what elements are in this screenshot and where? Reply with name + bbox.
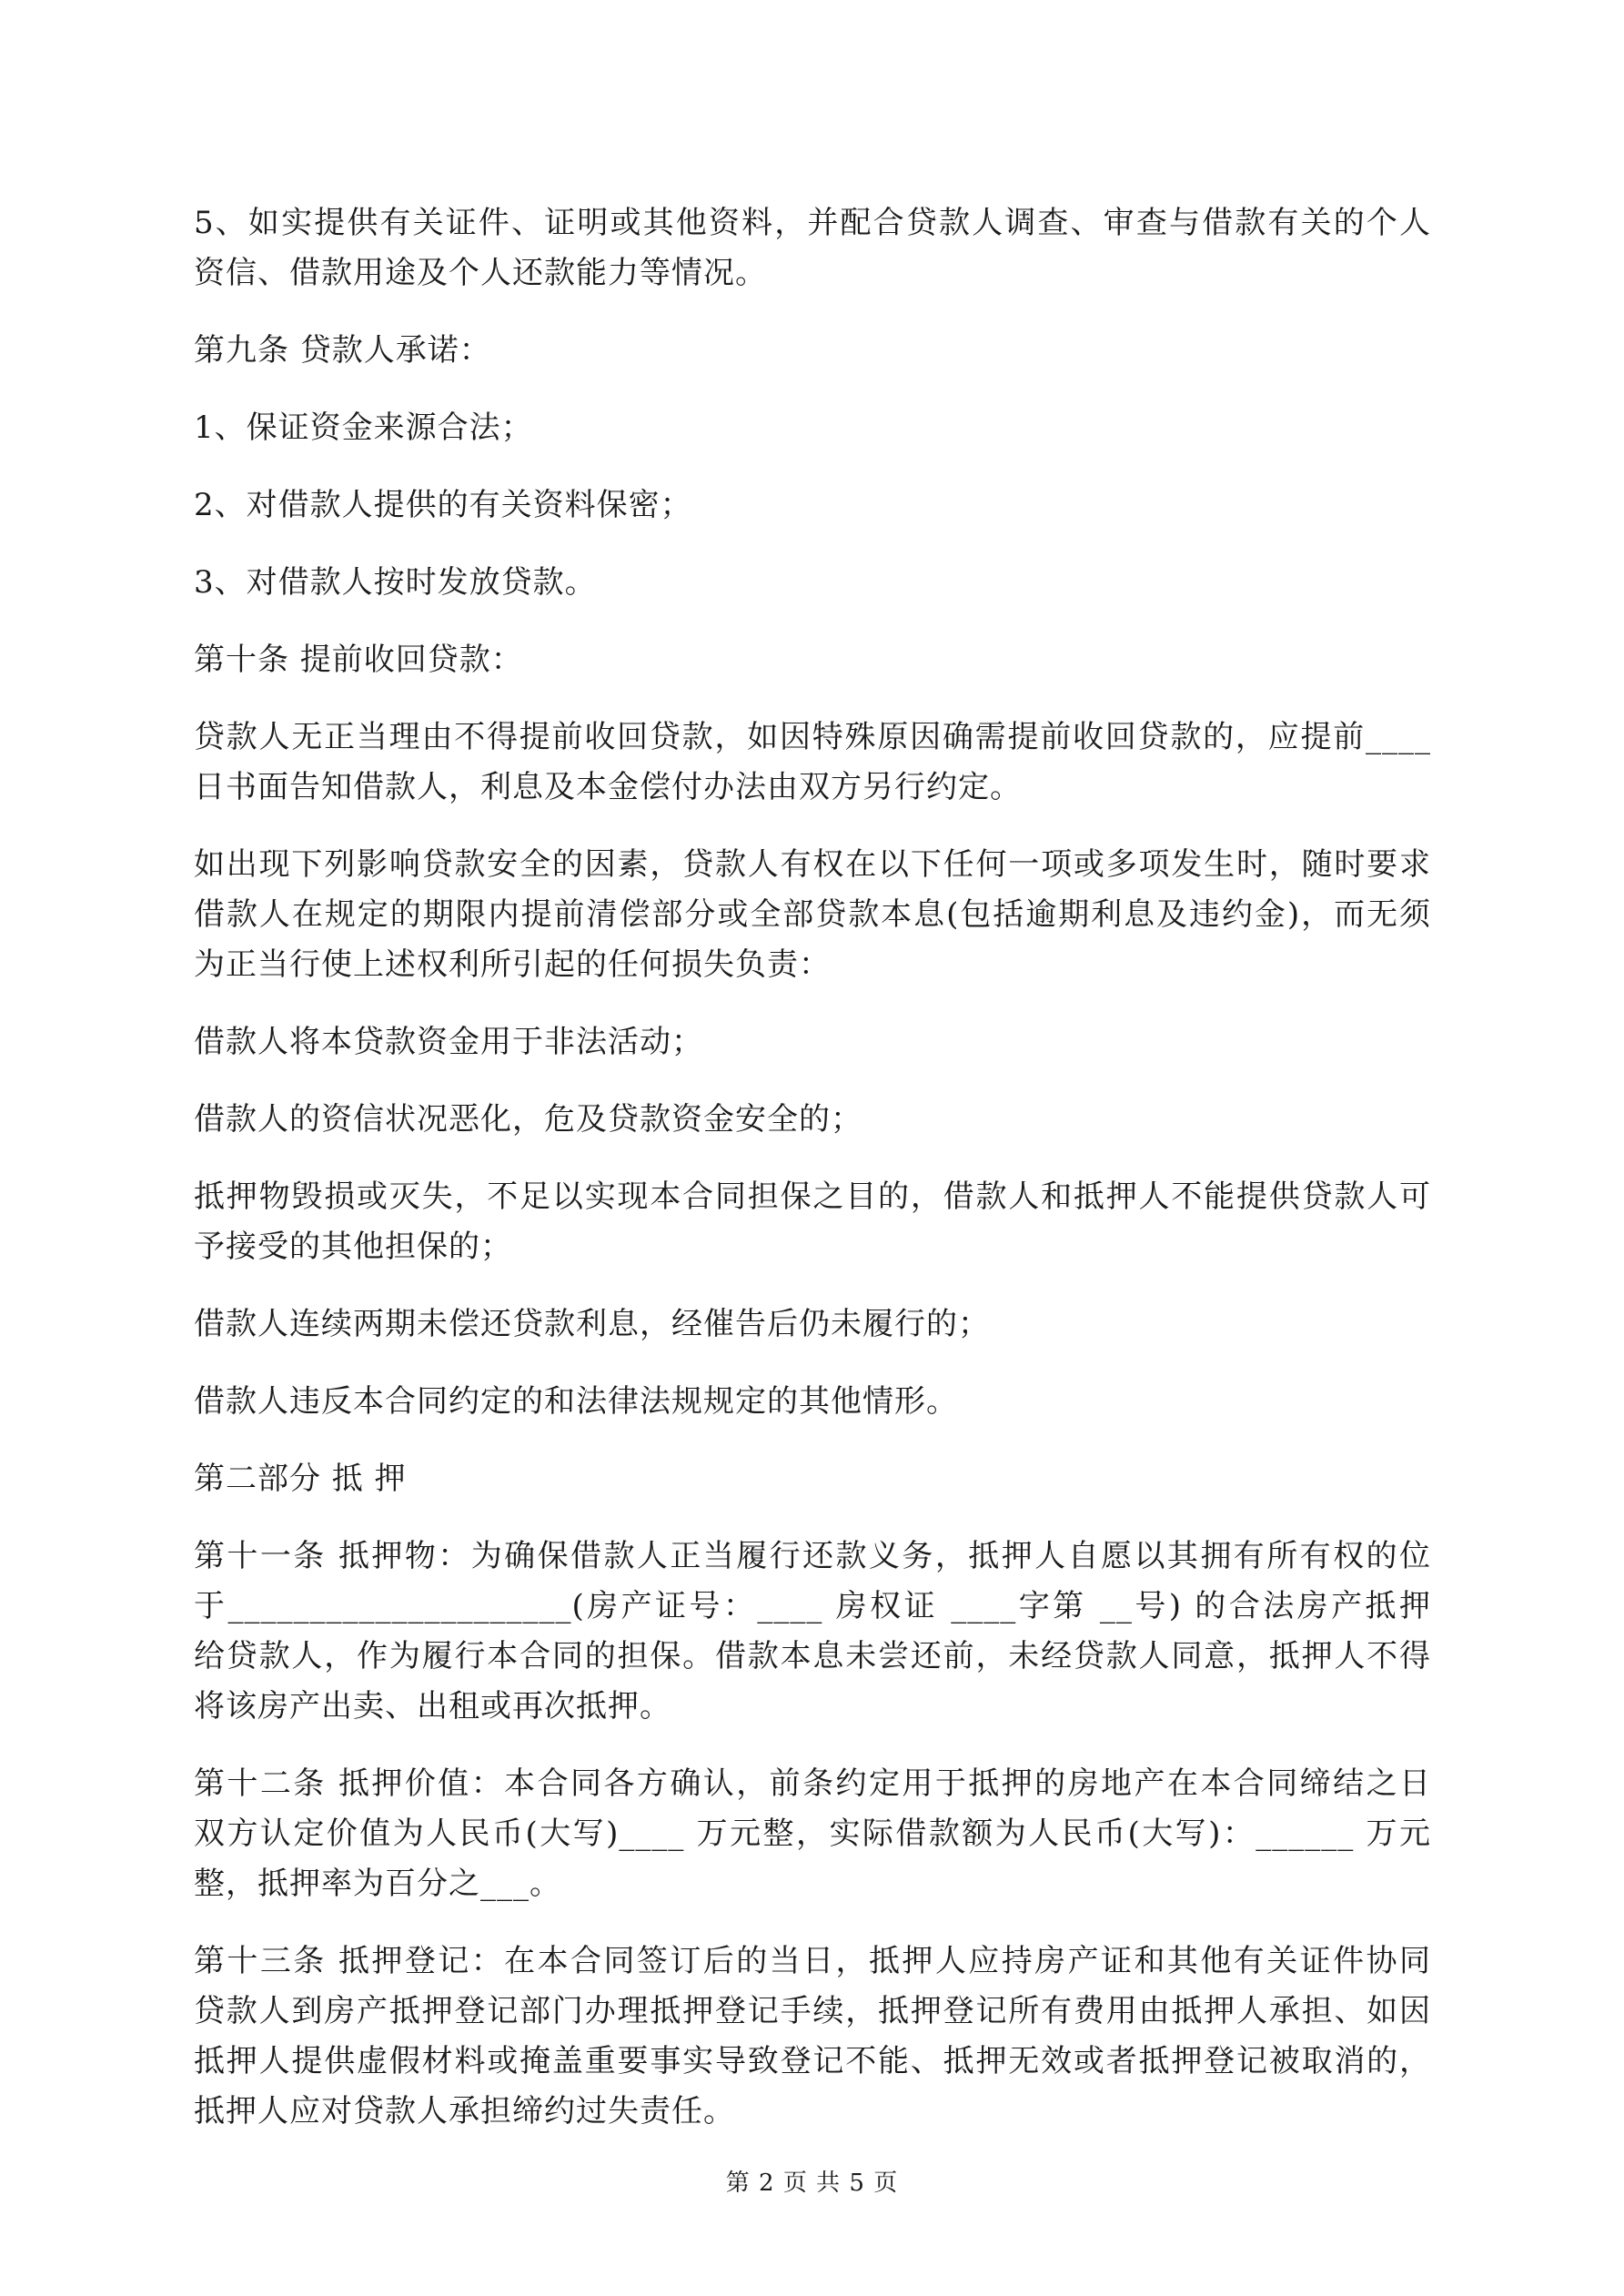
paragraph xyxy=(194,840,1431,990)
text-line: 第十二条 抵押价值：本合同各方确认，前条约定用于抵押的房地产在本合同缔结之日 xyxy=(194,1765,1431,1802)
paragraph xyxy=(194,1377,1431,1427)
text-line: 3、对借款人按时发放贷款。 xyxy=(194,564,597,601)
text-line: 借款人的资信状况恶化，危及贷款资金安全的； xyxy=(194,1101,862,1138)
paragraph xyxy=(194,1095,1431,1145)
document-body xyxy=(194,198,1431,2164)
text-line: 予接受的其他担保的； xyxy=(194,1229,512,1265)
text-line: 第十条 提前收回贷款： xyxy=(194,642,523,678)
text-line: 1、保证资金来源合法； xyxy=(194,410,533,446)
paragraph xyxy=(194,713,1431,813)
text-line: 借款人在规定的期限内提前清偿部分或全部贷款本息(包括逾期利息及违约金)，而无须 xyxy=(194,896,1431,933)
text-line: 于_____________________(房产证号：____ 房权证 ____字第 __号) 的合法房产抵押 xyxy=(194,1588,1431,1624)
text-line: 第二部分 抵 押 xyxy=(194,1461,407,1497)
paragraph xyxy=(194,1300,1431,1350)
text-line: 第十一条 抵押物：为确保借款人正当履行还款义务，抵押人自愿以其拥有所有权的位 xyxy=(194,1538,1431,1574)
text-line: 如出现下列影响贷款安全的因素，贷款人有权在以下任何一项或多项发生时，随时要求 xyxy=(194,846,1431,883)
text-line: 双方认定价值为人民币(大写)____ 万元整，实际借款额为人民币(大写)：______ 万元 xyxy=(194,1816,1431,1852)
text-line: 5、如实提供有关证件、证明或其他资料，并配合贷款人调查、审查与借款有关的个人 xyxy=(194,205,1431,241)
text-line: 将该房产出卖、出租或再次抵押。 xyxy=(194,1688,671,1725)
text-line: 日书面告知借款人，利息及本金偿付办法由双方另行约定。 xyxy=(194,769,1022,805)
paragraph xyxy=(194,1532,1431,1732)
paragraph xyxy=(194,635,1431,685)
paragraph xyxy=(194,558,1431,608)
paragraph xyxy=(194,1454,1431,1504)
text-line: 第九条 贷款人承诺： xyxy=(194,332,491,369)
text-line: 借款人连续两期未偿还贷款利息，经催告后仍未履行的； xyxy=(194,1306,990,1342)
text-line: 为正当行使上述权利所引起的任何损失负责： xyxy=(194,946,831,983)
text-line: 给贷款人，作为履行本合同的担保。借款本息未尝还前，未经贷款人同意，抵押人不得 xyxy=(194,1638,1431,1674)
paragraph xyxy=(194,403,1431,453)
text-line: 借款人将本贷款资金用于非法活动； xyxy=(194,1024,703,1060)
page-footer: 第 2 页 共 5 页 xyxy=(725,2170,899,2197)
paragraph xyxy=(194,1937,1431,2137)
text-line: 贷款人到房产抵押登记部门办理抵押登记手续，抵押登记所有费用由抵押人承担、如因 xyxy=(194,1993,1431,2029)
text-line: 借款人违反本合同约定的和法律法规规定的其他情形。 xyxy=(194,1383,958,1420)
paragraph xyxy=(194,326,1431,376)
text-line: 第十三条 抵押登记：在本合同签订后的当日，抵押人应持房产证和其他有关证件协同 xyxy=(194,1943,1431,1979)
text-line: 资信、借款用途及个人还款能力等情况。 xyxy=(194,255,767,291)
paragraph xyxy=(194,1017,1431,1067)
text-line: 2、对借款人提供的有关资料保密； xyxy=(194,487,692,523)
text-line: 抵押物毁损或灭失，不足以实现本合同担保之目的，借款人和抵押人不能提供贷款人可 xyxy=(194,1178,1431,1215)
text-line: 贷款人无正当理由不得提前收回贷款，如因特殊原因确需提前收回贷款的，应提前____ xyxy=(194,719,1431,755)
text-line: 抵押人应对贷款人承担缔约过失责任。 xyxy=(194,2093,735,2129)
paragraph xyxy=(194,1759,1431,1909)
text-line: 整，抵押率为百分之___。 xyxy=(194,1866,561,1902)
text-line: 抵押人提供虚假材料或掩盖重要事实导致登记不能、抵押无效或者抵押登记被取消的， xyxy=(194,2043,1431,2079)
paragraph xyxy=(194,1172,1431,1272)
paragraph xyxy=(194,198,1431,298)
paragraph xyxy=(194,480,1431,531)
